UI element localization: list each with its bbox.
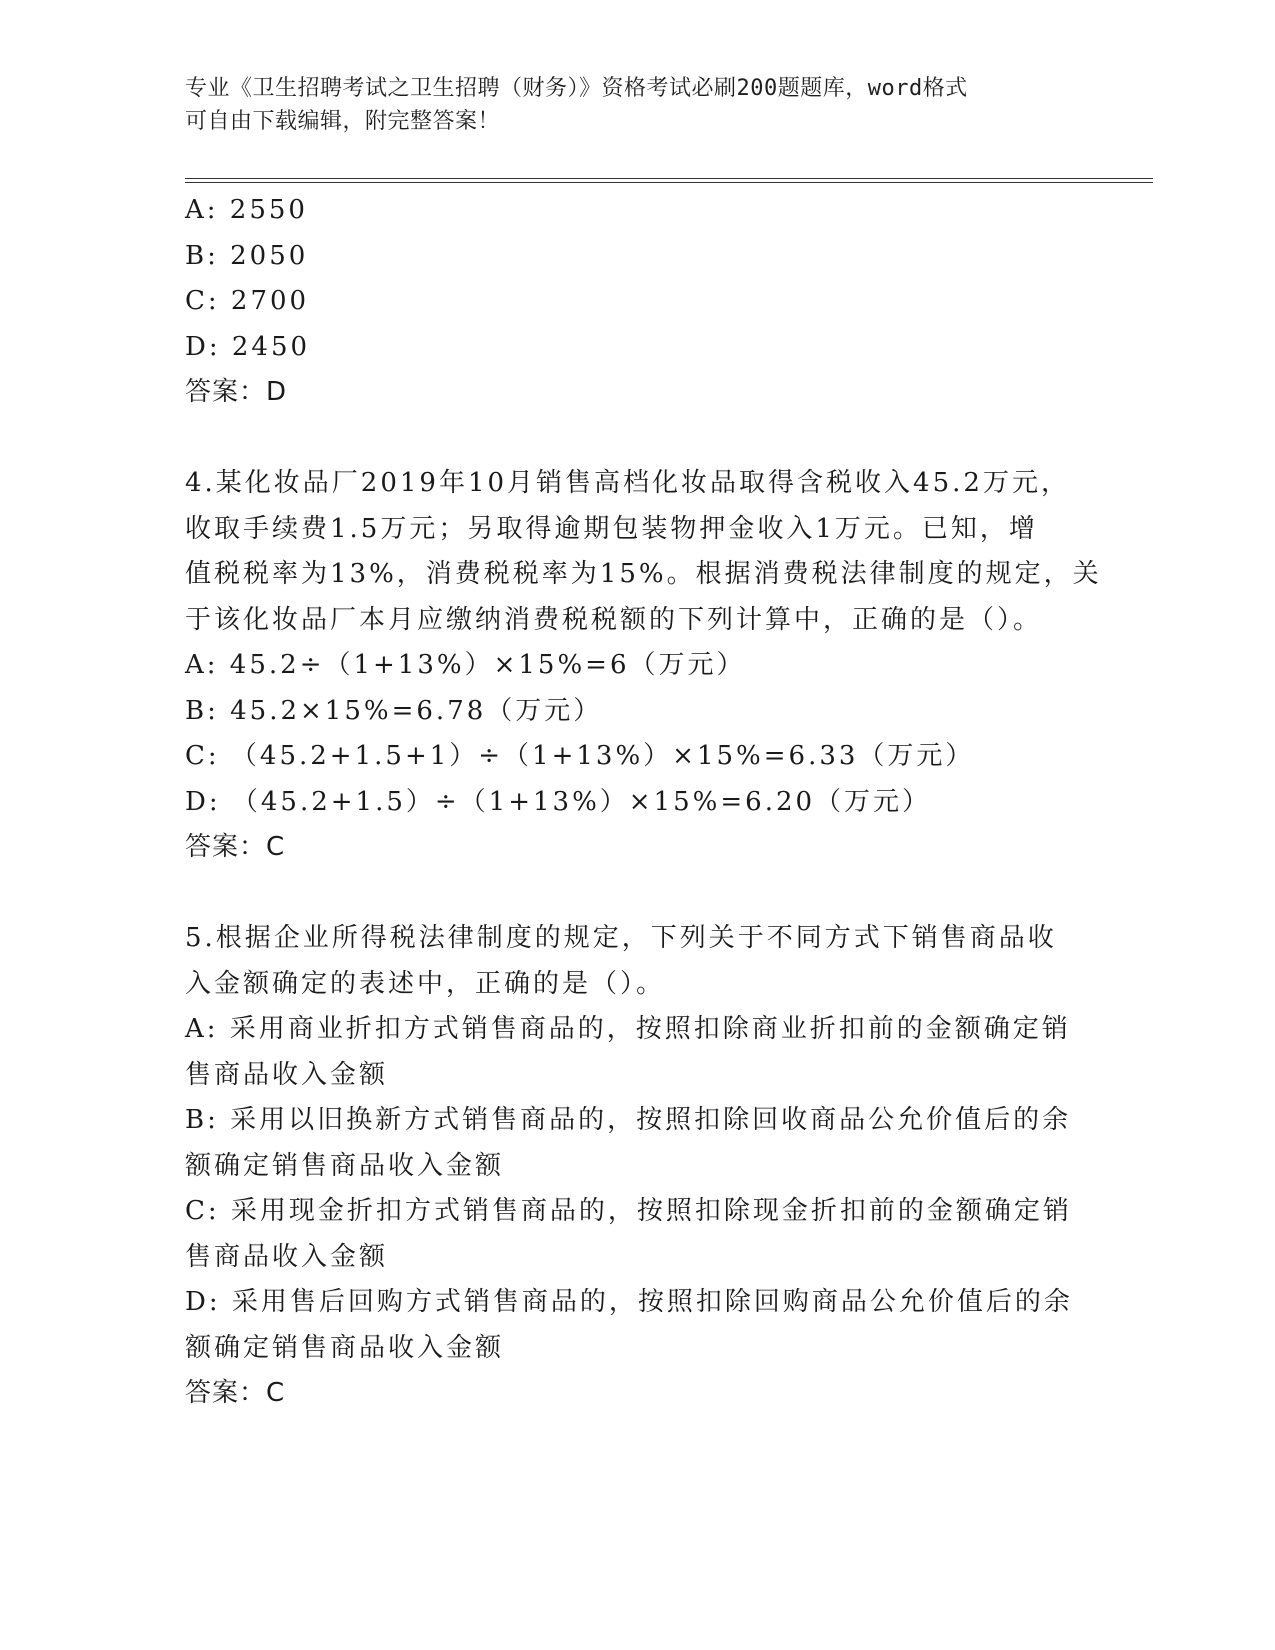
spacer — [185, 416, 1085, 462]
q4-stem-line-1: 4.某化妆品厂2019年10月销售高档化妆品取得含税收入45.2万元， — [185, 468, 1070, 498]
header-line-1: 专业《卫生招聘考试之卫生招聘（财务）》资格考试必刷200题题库，word格式 — [185, 76, 968, 101]
q5-option-b-line-2: 额确定销售商品收入金额 — [185, 1150, 505, 1181]
q5-option-d-line-2: 额确定销售商品收入金额 — [185, 1332, 505, 1363]
header-line-2: 可自由下载编辑，附完整答案！ — [185, 109, 501, 134]
q5-option-b-line-1: B: 采用以旧换新方式销售商品的，按照扣除回收商品公允价值后的余 — [185, 1105, 1072, 1135]
question-4 — [185, 461, 1102, 871]
q4-option-b: B: 45.2×15%=6.78（万元） — [185, 695, 603, 726]
header-divider-top — [185, 178, 1153, 179]
q5-stem-line-1: 5.根据企业所得税法律制度的规定，下列关于不同方式下销售商品收 — [185, 923, 1057, 953]
q4-stem-line-4: 于该化妆品厂本月应缴纳消费税税额的下列计算中，正确的是（）。 — [185, 604, 1043, 635]
q4-stem-line-2: 收取手续费1.5万元；另取得逾期包装物押金收入1万元。已知，增 — [185, 513, 1038, 544]
q4-option-a: A: 45.2÷（1+13%）×15%=6（万元） — [185, 650, 746, 680]
q3-option-a: A: 2550 — [185, 195, 308, 225]
document-header — [185, 72, 1065, 138]
q4-option-c: C: （45.2+1.5+1）÷（1+13%）×15%=6.33（万元） — [185, 741, 975, 771]
q4-answer: 答案：C — [185, 832, 286, 862]
header-divider-bottom — [185, 182, 1153, 183]
q5-option-c-line-2: 售商品收入金额 — [185, 1241, 389, 1272]
q5-option-a-line-1: A: 采用商业折扣方式销售商品的，按照扣除商业折扣前的金额确定销 — [185, 1014, 1071, 1044]
question-5 — [185, 916, 1085, 1417]
q3-answer: 答案：D — [185, 377, 288, 407]
q4-option-d: D: （45.2+1.5）÷（1+13%）×15%=6.20（万元） — [185, 786, 932, 817]
q5-option-d-line-1: D: 采用售后回购方式销售商品的，按照扣除回购商品公允价值后的余 — [185, 1287, 1073, 1317]
question-3 — [185, 188, 1085, 416]
q5-option-c-line-1: C: 采用现金折扣方式销售商品的，按照扣除现金折扣前的金额确定销 — [185, 1196, 1072, 1226]
q5-answer: 答案：C — [185, 1378, 286, 1408]
q3-option-d: D: 2450 — [185, 331, 311, 362]
q3-option-c: C: 2700 — [185, 286, 310, 316]
q4-stem-line-3: 值税税率为13%，消费税税率为15%。根据消费税法律制度的规定，关 — [185, 559, 1102, 589]
q5-stem-line-2: 入金额确定的表述中，正确的是（）。 — [185, 968, 666, 999]
q3-option-b: B: 2050 — [185, 240, 309, 271]
q5-option-a-line-2: 售商品收入金额 — [185, 1059, 389, 1090]
spacer — [185, 871, 1085, 917]
document-body — [185, 188, 1102, 1417]
